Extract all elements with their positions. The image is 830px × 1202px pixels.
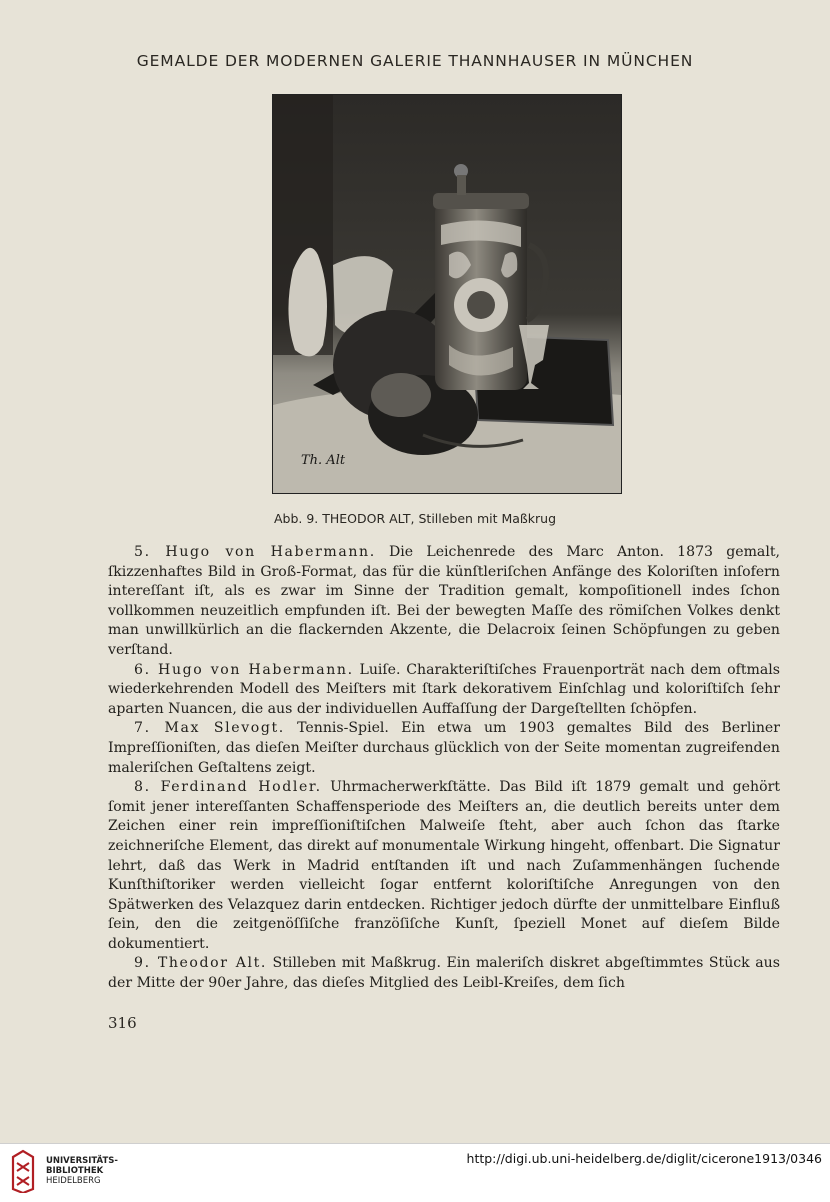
painting-image <box>273 95 621 493</box>
source-url-link[interactable]: http://digi.ub.uni-heidelberg.de/diglit/cicerone1913/0346 <box>466 1151 822 1166</box>
paragraph-text: Die Leichenrede des Marc Anton. 1873 gemalt, ſkizzenhaftes Bild in Groß-Format, das für die künſtleriſchen Anfänge des Koloriſten inſofern intereſſant iſt, als es zwar im Sinne der Tradition gemalt, kompoſitionell indes ſchon vollkommen neuzeitlich empfunden iſt. Bei der bewegten Maſſe des römiſchen Volkes denkt man unwillkürlich an die flackernden Akzente, die Delacroix ſeinen Schöpfungen zu geben verſtand. <box>108 544 780 658</box>
figure-caption: Abb. 9. THEODOR ALT, Stilleben mit Maßkrug <box>273 511 557 526</box>
artist-name: 8. Ferdinand Hodler. <box>134 779 322 796</box>
paragraph-text: Uhrmacherwerkſtätte. Das Bild iſt 1879 gemalt und gehört ſomit jener intereſſanten Schaffensperiode des Meiſters an, die deutlich bereits unter dem Zeichen einer rein impreſſioniſtiſchen Malweiſe ſteht, aber auch ſchon das ſtarke zeichneriſche Element, das direkt auf monumentale Wirkung hingeht, offenbart. Die Signatur lehrt, daß das Werk in Madrid entſtanden iſt und nach Zuſammenhängen ſuchende Kunſthiſtoriker werden vielleicht ſogar entfernt koloriſtiſche Anregungen von den Spätwerken des Velazquez darin entdecken. Richtiger jedoch dürfte der unmittelbare Einfluß ſein, den die zeitgenöſſiſche franzöſiſche Kunſt, ſpeziell Monet auf dieſem Bilde dokumentiert. <box>108 779 780 952</box>
library-name <box>46 1156 118 1186</box>
library-name-line: BIBLIOTHEK <box>46 1166 104 1176</box>
artist-name: 7. Max Slevogt. <box>134 720 285 737</box>
artist-name: 6. Hugo von Habermann. <box>134 661 354 678</box>
page-number: 316 <box>108 1014 137 1032</box>
paragraph-text: Luiſe. Charakteriſtiſches Frauenporträt nach dem oftmals wiederkehrenden Modell des Meiſters mit ſtark dekorativem Einſchlag und koloriſtiſch ſehr aparten Nuancen, die aus der individuellen Auffaſſung der Dargeſtellten ſchöpfen. <box>108 661 781 717</box>
paragraph-7 <box>108 719 780 778</box>
paragraph-text: Stilleben mit Maßkrug. Ein maleriſch diskret abgeſtimmtes Stück aus der Mitte der 90er Jahre, das dieſes Mitglied des Leibl-Kreiſes, dem ſich <box>108 955 780 992</box>
paragraph-8 <box>108 778 780 954</box>
paragraph-6 <box>108 661 780 720</box>
paragraph-9 <box>108 954 780 993</box>
painting-signature: Th. Alt <box>301 453 346 468</box>
body-text <box>108 543 780 994</box>
artist-name: 5. Hugo von Habermann. <box>134 544 376 560</box>
library-name-line: HEIDELBERG <box>46 1176 101 1186</box>
paragraph-5 <box>108 543 780 661</box>
library-name-line: UNIVERSITÄTS- <box>46 1156 118 1166</box>
artist-name: 9. Theodor Alt. <box>134 955 267 972</box>
university-library-logo-icon <box>10 1149 36 1193</box>
paragraph-text: Tennis-Spiel. Ein etwa um 1903 gemaltes Bild des Berliner Impreſſioniſten, das dieſen Meiſter durchaus glücklich von der Seite momentan zugreifenden maleriſchen Geſtaltens zeigt. <box>108 720 780 776</box>
running-head: GEMALDE DER MODERNEN GALERIE THANNHAUSER IN MÜNCHEN <box>136 52 694 70</box>
figure-still-life-painting <box>272 94 622 494</box>
